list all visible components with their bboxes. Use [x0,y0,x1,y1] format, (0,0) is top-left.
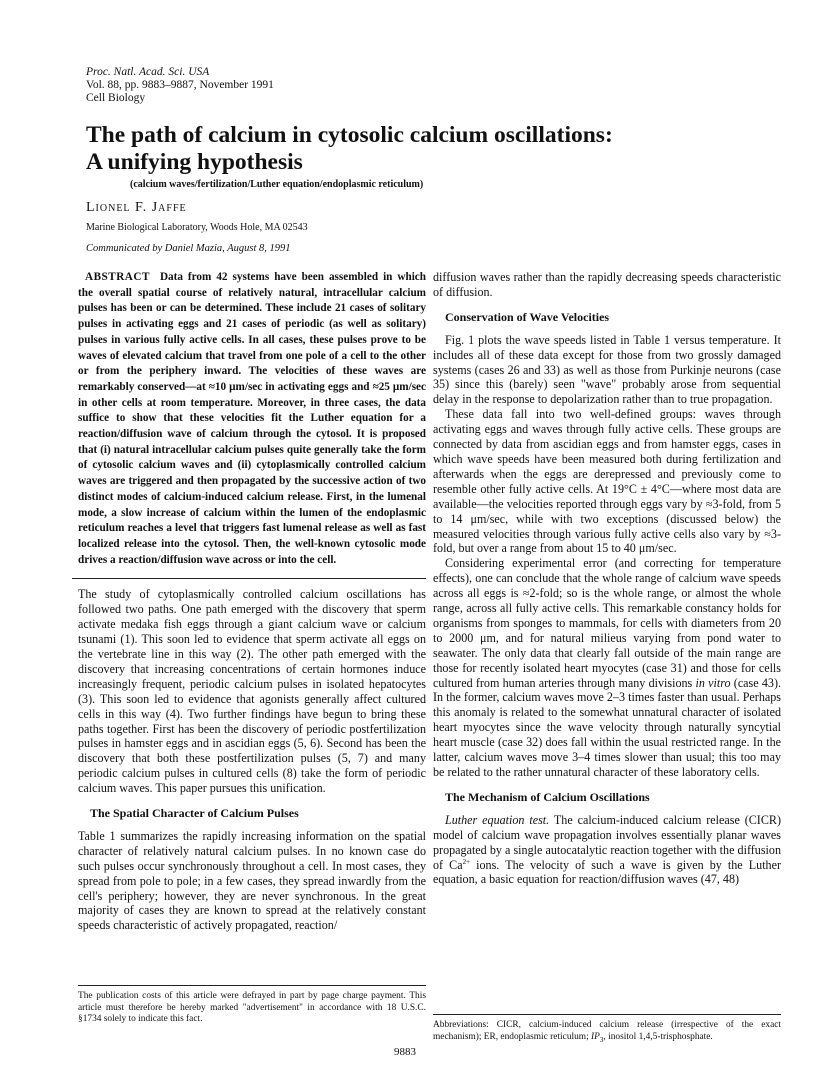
conservation-paragraph-3: Considering experimental error (and correcting for temperature effects), one can conclude that the whole range of calcium wave speeds across all eggs is ≈2-fold; so is the whole range, or almost the whole range, across all fully active cells. This remarkable constancy holds for organisms from sponges to mammals, for cells with diameters from 20 to 2000 μm, and for natural milieus varying from pond water to seawater. The only data that clearly fall outside of the main range are those for recently isolated heart myocytes (case 31) and those for cells cultured from human arteries through many divisions in vitro (case 43). In the former, calcium waves move 2–3 times faster than usual. Perhaps this anomaly is related to the somewhat unnatural character of isolated heart myocytes since the wave velocity through naturally syncytial heart muscle (case 32) does fall within the usual restricted range. In the latter, calcium waves move 3–4 times slower than usual; this too may be related to the rather unnatural character of these laboratory cells. [433,556,782,779]
title-line-2: A unifying hypothesis [86,149,303,175]
continuation-paragraph: diffusion waves rather than the rapidly decreasing speeds characteristic of diffusion. [433,270,781,299]
article-title [86,122,746,176]
luther-paragraph: Luther equation test. The calcium-induced calcium release (CICR) model of calcium wave propagation involves essentially planar waves propagated by a single autocatalytic reaction together with the diffusion of $Ca^{2+}$ ions. The velocity of such a wave is given by the Luther equation, a basic equation for reaction/diffusion waves (47, 48) [433,812,781,887]
keywords: (calcium waves/fertilization/Luther equation/endoplasmic reticulum) [130,179,424,190]
title-line-1: The path of calcium in cytosolic calcium oscillations: [86,122,613,148]
intro-paragraph: The study of cytoplasmically controlled calcium oscillations has followed two paths. One path emerged with the discovery that sperm activate medaka fish eggs through a giant calcium wave or calcium tsunami (1). This soon led to evidence that sperm activate all eggs on the vertebrate line in this way (2). The other path emerged with the discovery that increasing concentrations of certain hormones induce increasingly frequent, periodic calcium pulses in isolated hepatocytes (3). This soon led to evidence that agonists generally affect cultured cells in this way (4). Two further findings have begun to bring these paths together. First has been the discovery of periodic postfertilization pulses in hamster eggs and in ascidian eggs (5, 6). Second has been the discovery that both these postfertilization pulses (5, 7) and many periodic calcium pulses in cultured cells (8) take the form of periodic calcium waves. This paper pursues this unification. [78,587,426,796]
conservation-paragraph-1: Fig. 1 plots the wave speeds listed in Table 1 versus temperature. It includes all of these data except for those from two grossly damaged systems (cases 26 and 33) as well as those from Purkinje neurons (case 35) since this (barely) seen "wave" probably arose from sequential delay in the response to depolarization rather than to true propagation. [433,332,781,407]
abbreviations-text: Abbreviations: CICR, calcium-induced calcium release (irrespective of the exact mechanism); ER, endoplasmic reticulum; $IP_3$, inositol 1,4,5-trisphosphate. [433,1020,781,1044]
footnote-text: The publication costs of this article were defrayed in part by page charge payment. This article must therefore be hereby marked "advertisement" in accordance with 18 U.S.C. §1734 solely to indicate this fact. [78,991,426,1025]
left-column [78,270,426,933]
conservation-paragraph-2: These data fall into two well-defined groups: waves through activating eggs and waves through fully active cells. These groups are connected by data from ascidian eggs and from hamster eggs, cases in which wave speeds have been measured both during fertilization and afterwards when the eggs are derepressed and previously come to resemble other fully active cells. At 19°C ± 4°C—where most data are available—the velocities reported through eggs vary by ≈3-fold, from 5 to 14 μm/sec, while with two exceptions (discussed below) the measured velocities through various fully active cells also vary by ≈3-fold, but over a range from about 15 to 40 μm/sec. [433,407,781,556]
abstract [78,270,426,568]
footnote-divider [78,985,426,986]
journal-header [86,66,274,105]
page-number: 9883 [394,1046,416,1058]
abstract-divider [72,578,426,579]
footnote-left [78,985,426,1026]
abstract-text: Data from 42 systems have been assembled in which the overall spatial course of relatively natural, intracellular calcium pulses has been or can be determined. These include 21 cases of solitary pulses in activating eggs and 21 cases of periodic (as well as solitary) pulses in various fully active cells. In all cases, these pulses prove to be waves of elevated calcium that travel from one pole of a cell to the other or from the periphery inward. The velocities of these waves are remarkably conserved—at ≈10 μm/sec in activating eggs and ≈25 μm/sec in other cells at room temperature. Moreover, in three cases, the data suffice to show that these velocities fit the Luther equation for a reaction/diffusion wave of calcium through the cytosol. It is proposed that (i) natural intracellular calcium pulses quite generally take the form of cytosolic calcium waves and (ii) cytoplasmically controlled calcium waves are triggered and then propagated by the successive action of two distinct modes of calcium-induced calcium release. First, in the lumenal mode, a slow increase of calcium within the lumen of the endoplasmic reticulum reaches a level that triggers fast lumenal release as well as fast localized release into the cytosol. Then, the well-known cytosolic mode drives a reaction/diffusion wave across or into the cell. [78,271,426,566]
heading-mechanism: The Mechanism of Calcium Oscillations [445,789,650,804]
journal-citation: Vol. 88, pp. 9883–9887, November 1991 [86,79,274,91]
luther-leadin: Luther equation test. [445,812,550,827]
affiliation: Marine Biological Laboratory, Woods Hole, MA 02543 [86,222,308,233]
author: Lionel F. Jaffe [86,200,187,215]
communicated-by: Communicated by Daniel Mazia, August 8, 1991 [86,243,291,254]
heading-spatial: The Spatial Character of Calcium Pulses [90,806,299,821]
heading-conservation: Conservation of Wave Velocities [445,309,610,324]
spatial-paragraph: Table 1 summarizes the rapidly increasing information on the spatial character of relatively natural calcium pulses. In no known case do such pulses occur synchronously throughout a cell. In most cases, they spread from pole to pole; in a few cases, they spread inwardly from the cell's periphery; however, they are never synchronous. In the great majority of cases they are known to spread at the relatively constant speeds characteristic of actively propagated, reaction/ [78,828,426,933]
abbreviations-divider [433,1014,781,1015]
journal-name: Proc. Natl. Acad. Sci. USA [86,66,210,78]
abbreviations-footnote [433,1014,781,1046]
right-column [433,270,781,887]
abstract-label: ABSTRACT [85,271,150,283]
journal-section: Cell Biology [86,92,146,104]
